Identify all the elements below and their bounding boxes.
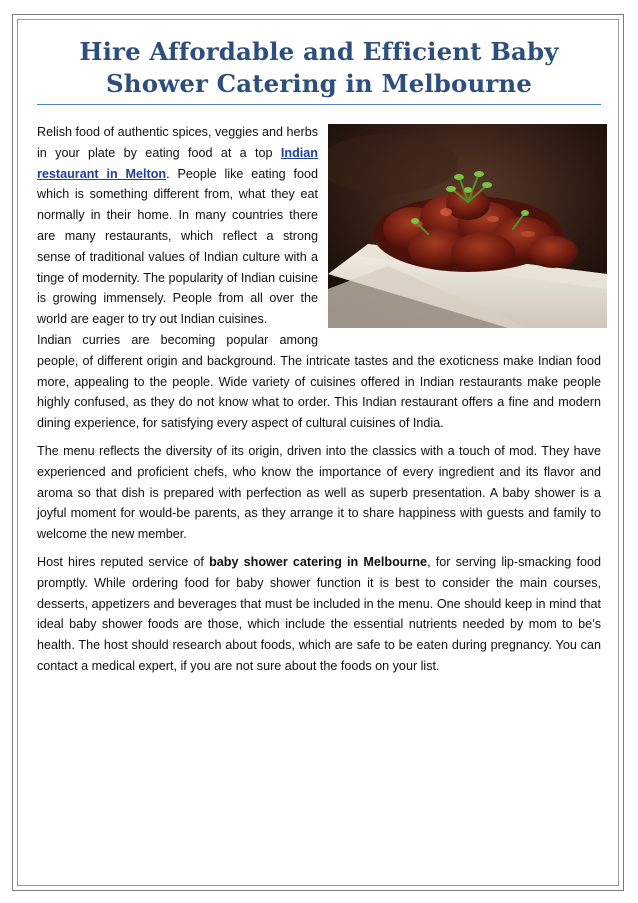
intro-section xyxy=(37,122,601,330)
paragraph-menu: The menu reflects the diversity of its origin, driven into the classics with a touch of mod. They have experienced and proficient chefs, who know the importance of every ingredient and its flavor and aroma so that dish is prepared with perfection as well as superb presentation. A baby shower is a joyful moment for would-be parents, as they arrange it to share happiness with guests and family to welcome the new member. xyxy=(37,443,601,542)
paragraph-catering xyxy=(37,552,601,677)
catering-text-start: Host hires reputed service of xyxy=(37,554,210,569)
food-photo-icon xyxy=(328,124,607,328)
catering-text-end: , for serving lip-smacking food promptly. While ordering food for baby shower function it is best to consider the main courses, desserts, appetizers and beverages that must be included in the menu. One should keep in mind that ideal baby shower foods are those, which include the essential nutrients needed by mom to be’s health. The host should research about foods, which are safe to be eaten during pregnancy. You can contact a medical expert, if you are not sure about the foods on your list. xyxy=(37,554,601,673)
title-underline xyxy=(37,104,601,105)
paragraph-curries: Indian curries are becoming popular among people, of different origin and background. The intricate tastes and the exoticness make Indian food more, appealing to the people. Wide variety of cuisines offered in Indian restaurants make people highly confused, as they do not know what to order. This Indian restaurant offers a fine and modern dining experience, for satisfying every aspect of cultural cuisines of India. xyxy=(37,332,601,431)
intro-text-start: Relish food of authentic spices, veggies and herbs in your plate by eating food at a top xyxy=(37,125,318,160)
food-photo xyxy=(328,124,607,328)
intro-text-end: . People like eating food which is something different from, what they eat normally in their home. In many countries there are many restaurants, which reflect a strong sense of traditional values of Indian culture with a tinge of modernity. The popularity of Indian cuisine is growing immensely. People from all over the world are eager to try out Indian cuisines. xyxy=(37,166,318,327)
indian-restaurant-link[interactable]: Indian restaurant in Melton xyxy=(37,145,318,181)
catering-keyword: baby shower catering in Melbourne xyxy=(209,554,428,569)
document-body xyxy=(37,36,601,677)
document-title: Hire Affordable and Efficient Baby Shower Catering in Melbourne xyxy=(79,37,559,98)
